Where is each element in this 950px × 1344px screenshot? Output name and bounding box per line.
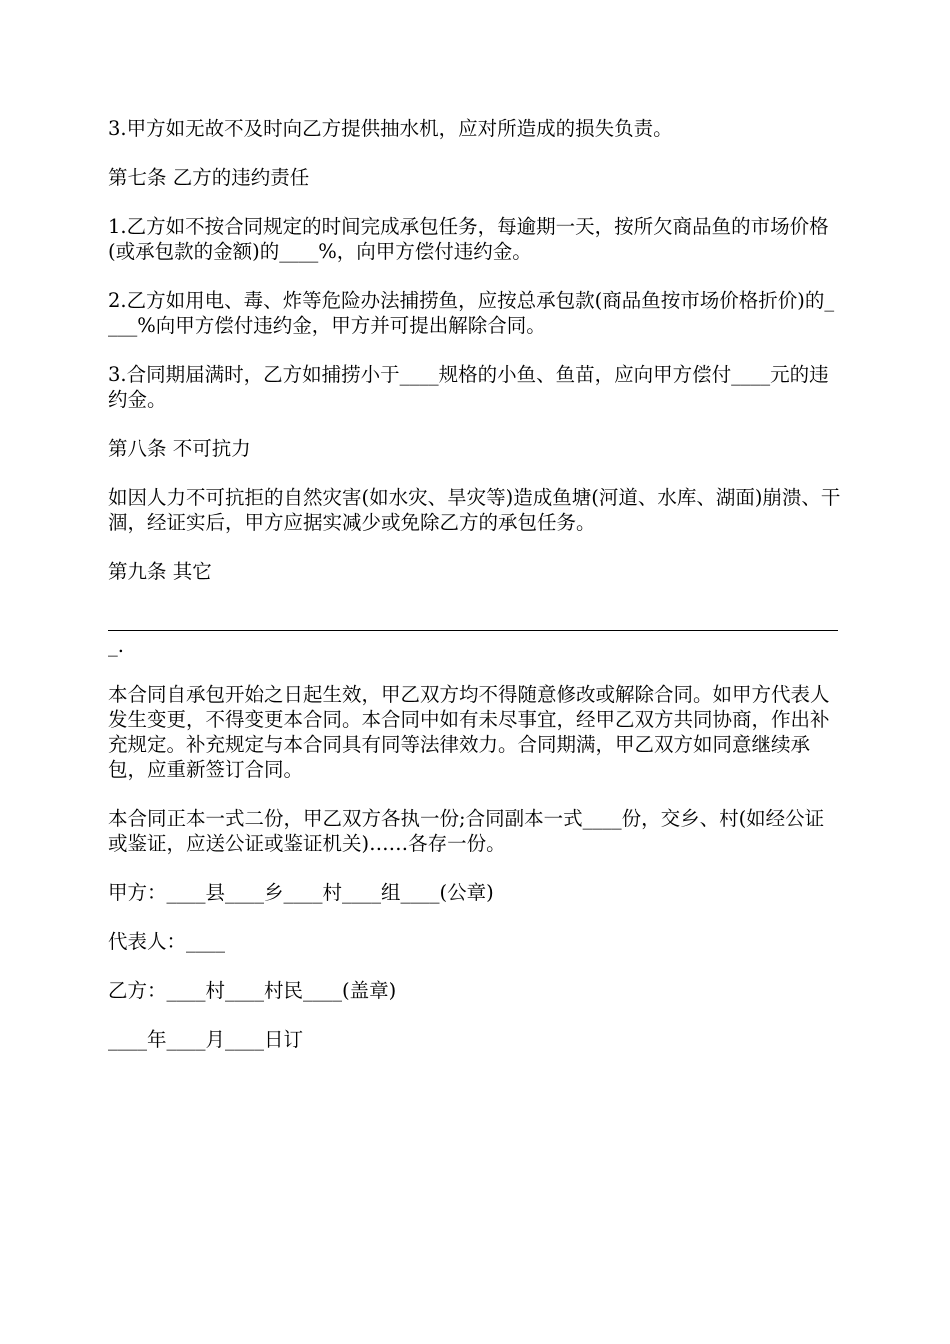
representative-signature-line: 代表人：____ [108,930,226,953]
article-9-blank-field [108,608,842,658]
clause-8-text: 如因人力不可抗拒的自然灾害(如水灾、旱灾等)造成鱼塘(河道、水库、湖面)崩溃、干涸，经证实后，甲方应据实减少或免除乙方的承包任务。 [108,486,841,534]
article-8-heading: 第八条 不可抗力 [108,437,251,460]
contract-page [108,116,842,1076]
article-9-heading: 第九条 其它 [108,560,212,583]
clause-7-item-1: 1.乙方如不按合同规定的时间完成承包任务，每逾期一天，按所欠商品鱼的市场价格(或承包款的金额)的____%，向甲方偿付违约金。 [108,215,829,263]
party-a-signature-line: 甲方：____县____乡____村____组____(公章) [108,881,494,904]
signing-date-line: ____年____月____日订 [108,1028,304,1051]
clause-7-item-2: 2.乙方如用电、毒、炸等危险办法捕捞鱼，应按总承包款(商品鱼按市场价格折价)的____%向甲方偿付违约金，甲方并可提出解除合同。 [108,289,835,337]
clause-6-item-3: 3.甲方如无故不及时向乙方提供抽水机，应对所造成的损失负责。 [108,117,673,140]
blank-line [108,608,842,633]
contract-copies-clause: 本合同正本一式二份，甲乙双方各执一份;合同副本一式____份，交乡、村(如经公证或鉴证，应送公证或鉴证机关)……各存一份。 [108,807,825,855]
party-b-signature-line: 乙方：____村____村民____(盖章) [108,979,397,1002]
clause-7-item-3: 3.合同期届满时，乙方如捕捞小于____规格的小鱼、鱼苗，应向甲方偿付____元的违约金。 [108,363,829,411]
article-7-heading: 第七条 乙方的违约责任 [108,166,310,189]
contract-effect-clause: 本合同自承包开始之日起生效，甲乙双方均不得随意修改或解除合同。如甲方代表人发生变更，不得变更本合同。本合同中如有未尽事宜，经甲乙双方共同协商，作出补充规定。补充规定与本合同具有同等法律效力。合同期满，甲乙双方如同意继续承包，应重新签订合同。 [108,683,830,781]
blank-line-tail: _. [108,634,124,657]
